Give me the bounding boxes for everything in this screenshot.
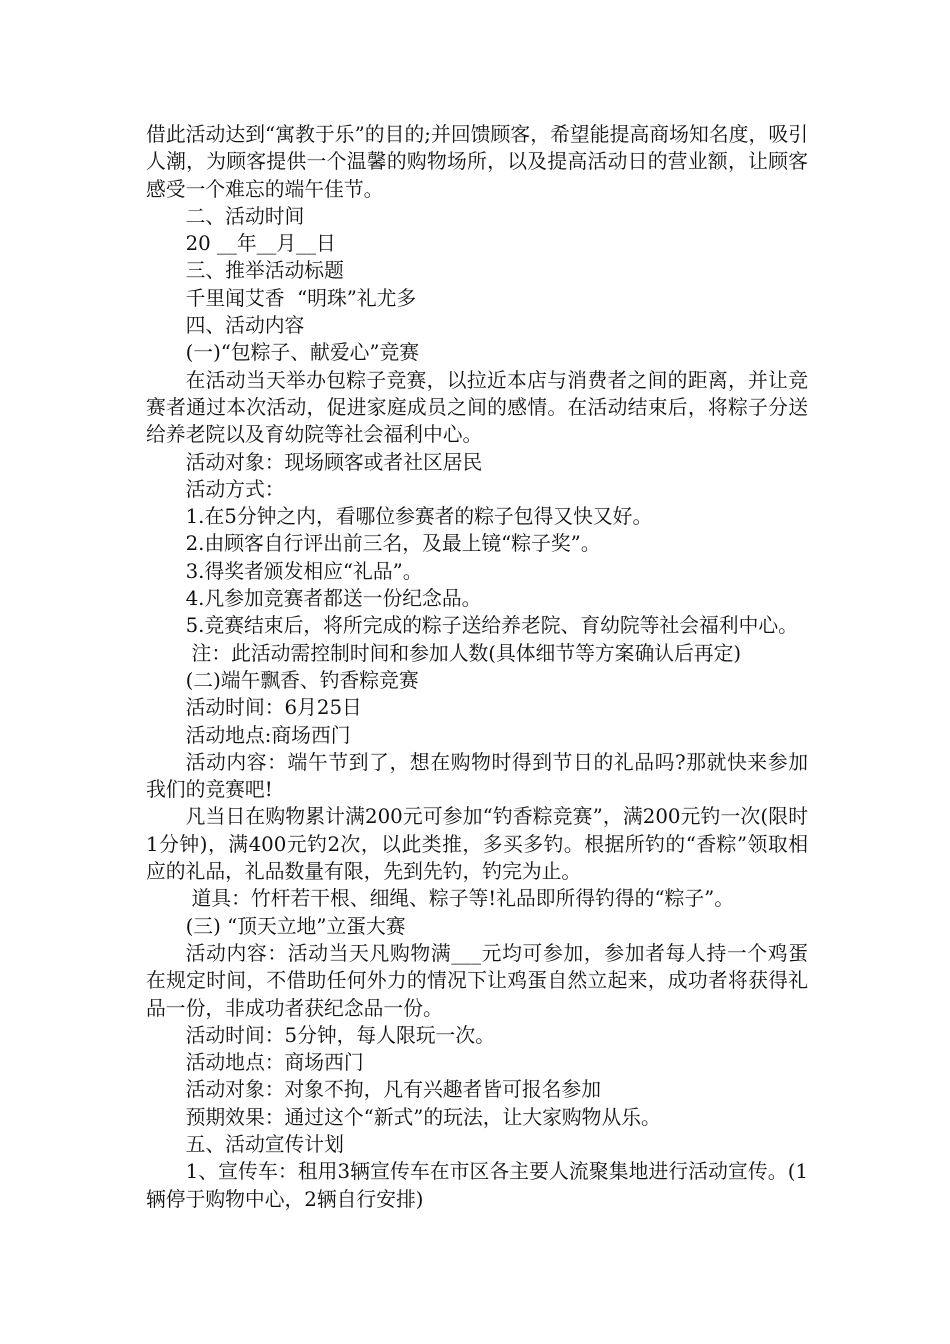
paragraph-method: 活动方式： (185, 477, 285, 501)
section-heading-time: 二、活动时间 (185, 204, 305, 228)
paragraph-audience-3: 活动对象：对象不拘，凡有兴趣者皆可报名参加 (185, 1078, 602, 1102)
paragraph-location-2: 活动地点:商场西门 (185, 723, 351, 747)
paragraph-props: 道具：竹杆若干根、细绳、粽子等!礼品即所得钓得的“粽子”。 (191, 887, 735, 911)
list-item: 2.由顾客自行评出前三名，及最上镜“粽子奖”。 (185, 532, 601, 556)
subsection-heading-2: (二)端午飘香、钓香粽竞赛 (185, 668, 419, 692)
paragraph-content-3: 活动内容：活动当天凡购物满___元均可参加，参加者每人持一个鸡蛋在规定时间，不借助任何外力的情况下让鸡蛋自然立起来，成功者将获得礼品一份，非成功者获纪念品一份。 (146, 941, 808, 1020)
paragraph-promotion-1: 1、宣传车：租用3辆宣传车在市区各主要人流聚集地进行活动宣传。(1辆停于购物中心，2辆自行安排) (146, 1160, 808, 1211)
paragraph-rules-2: 凡当日在购物累计满200元可参加“钓香粽竞赛”，满200元钓一次(限时1分钟)，满400元钓2次，以此类推，多买多钓。根据所钓的“香粽”领取相应的礼品，礼品数量有限，先到先钓，钓完为止。 (146, 805, 808, 884)
subsection-heading-1: (一)“包粽子、献爱心”竞赛 (185, 341, 420, 365)
paragraph-intro: 借此活动达到“寓教于乐”的目的;并回馈顾客，希望能提高商场知名度，吸引人潮，为顾客提供一个温馨的购物场所，以及提高活动日的营业额，让顾客感受一个难忘的端午佳节。 (146, 123, 808, 201)
section-heading-promotion: 五、活动宣传计划 (185, 1132, 344, 1156)
paragraph-effect: 预期效果：通过这个“新式”的玩法，让大家购物从乐。 (185, 1105, 661, 1129)
section-heading-title: 三、推举活动标题 (185, 259, 344, 283)
paragraph-audience: 活动对象：现场顾客或者社区居民 (185, 450, 483, 474)
section-heading-content: 四、活动内容 (185, 314, 305, 338)
paragraph-content-2: 活动内容：端午节到了，想在购物时得到节日的礼品吗?那就快来参加我们的竞赛吧! (146, 750, 808, 802)
document-body (146, 121, 808, 1213)
list-item: 5.竞赛结束后，将所完成的粽子送给养老院、育幼院等社会福利中心。 (185, 614, 798, 638)
subsection-heading-3: (三) “顶天立地”立蛋大赛 (185, 914, 406, 938)
list-item: 3.得奖者颁发相应“礼品”。 (185, 559, 423, 583)
paragraph-time-3: 活动时间：5分钟，每人限玩一次。 (185, 1023, 495, 1047)
event-date: 20 __年__月__日 (185, 232, 336, 256)
event-slogan: 千里闻艾香 “明珠”礼尤多 (185, 286, 417, 310)
paragraph-contest-1: 在活动当天举办包粽子竞赛，以拉近本店与消费者之间的距离，并让竞赛者通过本次活动，促进家庭成员之间的感情。在活动结束后，将粽子分送给养老院以及育幼院等社会福利中心。 (146, 368, 808, 447)
paragraph-time-2: 活动时间：6月25日 (185, 696, 362, 720)
paragraph-note: 注：此活动需控制时间和参加人数(具体细节等方案确认后再定) (191, 641, 742, 665)
list-item: 1.在5分钟之内，看哪位参赛者的粽子包得又快又好。 (185, 505, 653, 529)
list-item: 4.凡参加竞赛者都送一份纪念品。 (185, 587, 482, 611)
paragraph-location-3: 活动地点：商场西门 (185, 1051, 364, 1075)
